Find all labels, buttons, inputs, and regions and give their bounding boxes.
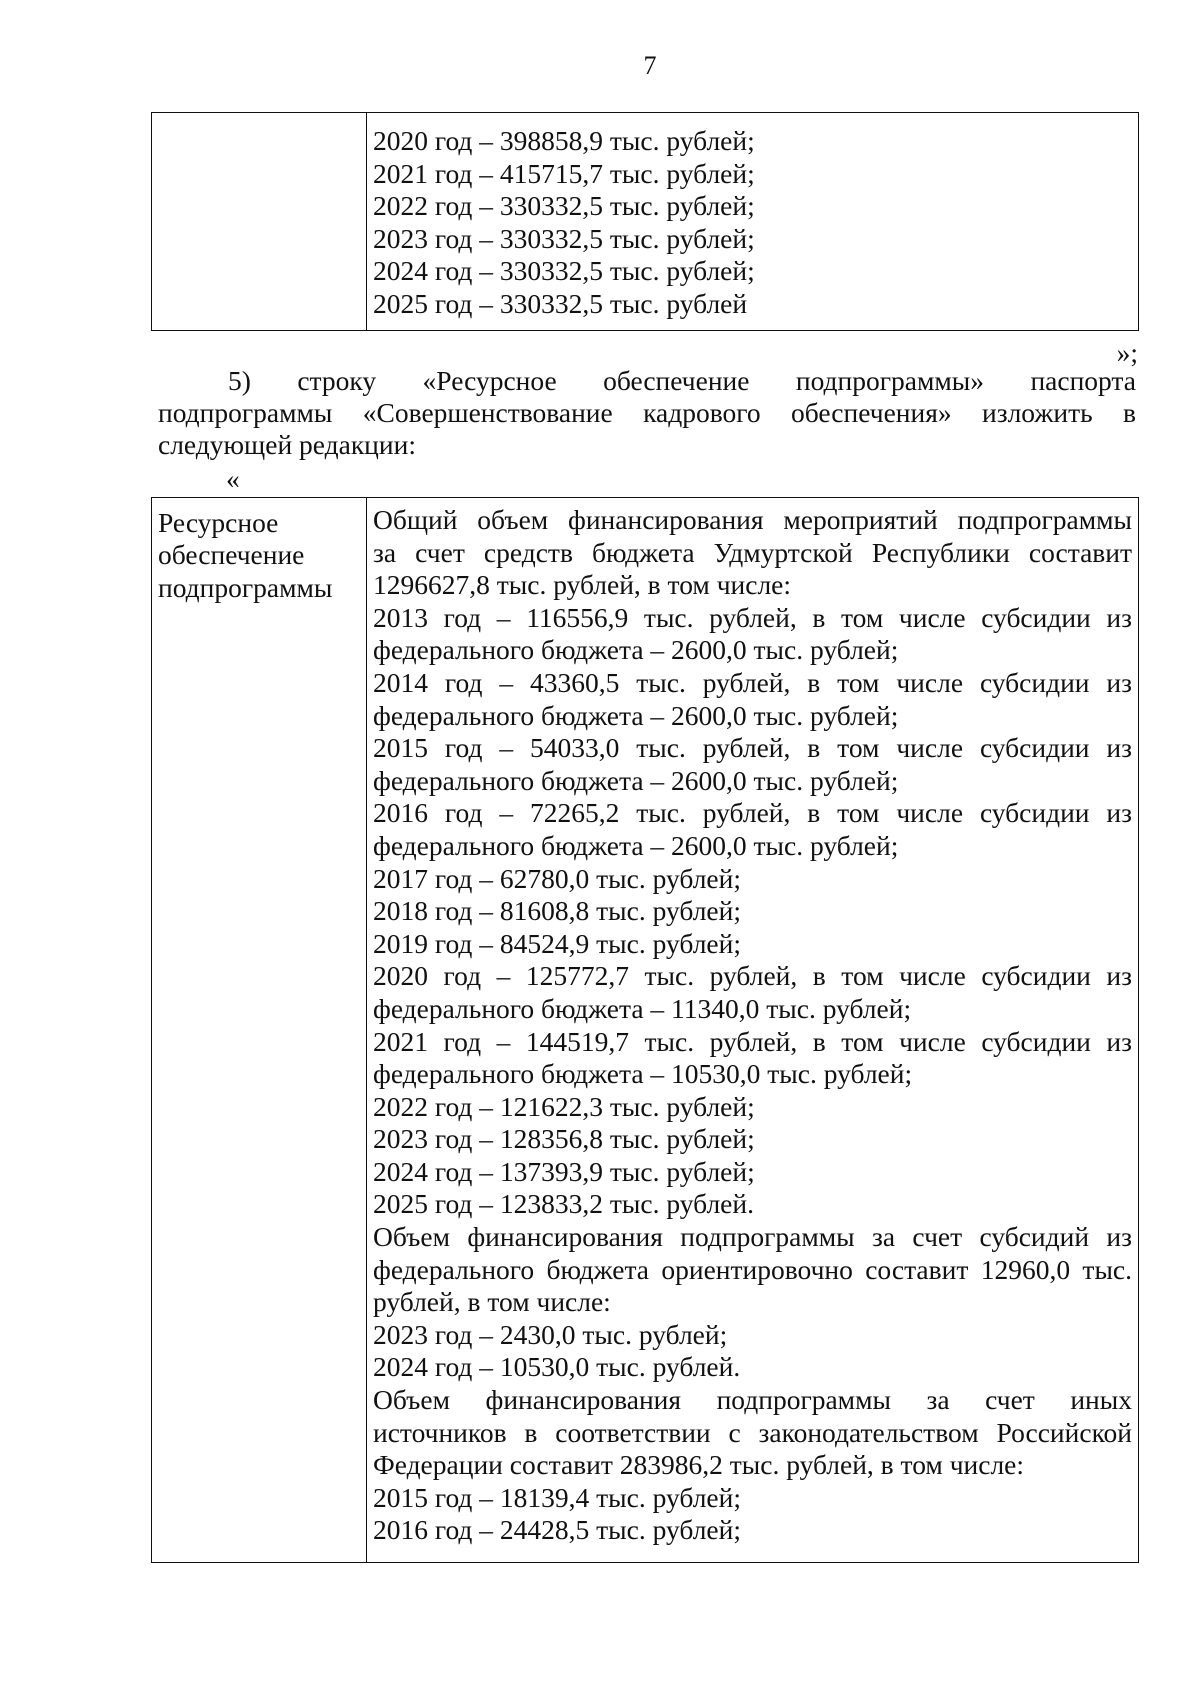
funding-line: 2021 год – 144519,7 тыс. рублей, в том числе субсидии из — [373, 1025, 1132, 1057]
paragraph-line: следующей редакции: — [158, 429, 416, 460]
opening-quote: « — [226, 463, 240, 494]
row-label-line: обеспечение — [158, 539, 305, 571]
funding-line: 2022 год – 121622,3 тыс. рублей; — [373, 1090, 755, 1122]
table-value-cell — [367, 498, 1138, 1562]
funding-line: за счет средств бюджета Удмуртской Республики составит — [373, 536, 1132, 568]
funding-line: 2019 год – 84524,9 тыс. рублей; — [373, 927, 741, 959]
funding-line: 2015 год – 18139,4 тыс. рублей; — [373, 1481, 741, 1513]
funding-line: федерального бюджета ориентировочно составит 12960,0 тыс. — [373, 1253, 1132, 1285]
funding-line: 2017 год – 62780,0 тыс. рублей; — [373, 862, 741, 894]
funding-line: 2024 год – 137393,9 тыс. рублей; — [373, 1155, 755, 1187]
funding-line: источников в соответствии с законодательством Российской — [373, 1416, 1132, 1448]
funding-line: 2013 год – 116556,9 тыс. рублей, в том числе субсидии из — [373, 601, 1132, 633]
funding-line: федерального бюджета – 2600,0 тыс. рублей; — [373, 764, 899, 796]
row-label-line: Ресурсное — [158, 507, 279, 538]
funding-line: 2023 год – 128356,8 тыс. рублей; — [373, 1123, 755, 1155]
funding-line: 2021 год – 415715,7 тыс. рублей; — [373, 157, 755, 189]
funding-line: 2016 год – 24428,5 тыс. рублей; — [373, 1514, 741, 1546]
funding-line: 2020 год – 125772,7 тыс. рублей, в том числе субсидии из — [373, 960, 1132, 992]
funding-line: 2020 год – 398858,9 тыс. рублей; — [373, 125, 755, 156]
funding-line: федерального бюджета – 10530,0 тыс. рублей; — [373, 1058, 913, 1090]
funding-line: 2023 год – 2430,0 тыс. рублей; — [373, 1318, 728, 1350]
paragraph-line: 5) строку «Ресурсное обеспечение подпрограммы» паспорта — [228, 365, 1136, 396]
funding-line: 2016 год – 72265,2 тыс. рублей, в том числе субсидии из — [373, 797, 1132, 829]
funding-line: 2014 год – 43360,5 тыс. рублей, в том числе субсидии из — [373, 666, 1132, 698]
closing-quote: »; — [1116, 337, 1138, 368]
paragraph-line: подпрограммы «Совершенствование кадрового обеспечения» изложить в — [158, 397, 1136, 428]
funding-line: Федерации составит 283986,2 тыс. рублей, в том числе: — [373, 1449, 1025, 1481]
funding-line: 2023 год – 330332,5 тыс. рублей; — [373, 222, 755, 254]
funding-line: рублей, в том числе: — [373, 1286, 611, 1318]
funding-line: 2024 год – 10530,0 тыс. рублей. — [373, 1351, 741, 1383]
funding-line: Общий объем финансирования мероприятий подпрограммы — [373, 504, 1132, 535]
funding-line: 2025 год – 123833,2 тыс. рублей. — [373, 1188, 754, 1220]
funding-line: 2022 год – 330332,5 тыс. рублей; — [373, 190, 755, 221]
funding-line: 2024 год – 330332,5 тыс. рублей; — [373, 255, 755, 286]
resource-provision-table — [151, 497, 1139, 1563]
funding-line: федерального бюджета – 2600,0 тыс. рублей; — [373, 634, 899, 666]
amendment-paragraph — [158, 365, 1136, 461]
table-label-cell-empty — [152, 113, 367, 330]
funding-line: 2015 год – 54033,0 тыс. рублей, в том числе субсидии из — [373, 732, 1132, 764]
funding-line: 1296627,8 тыс. рублей, в том числе: — [373, 569, 792, 601]
table-value-cell — [367, 113, 1138, 330]
funding-line: Объем финансирования подпрограммы за счет субсидий из — [373, 1221, 1132, 1253]
funding-table-continuation — [151, 112, 1139, 331]
table-label-cell — [152, 498, 367, 1562]
funding-line: 2025 год – 330332,5 тыс. рублей — [373, 287, 748, 319]
funding-line: 2018 год – 81608,8 тыс. рублей; — [373, 895, 741, 927]
funding-line: Объем финансирования подпрограммы за счет иных — [373, 1384, 1132, 1416]
funding-line: федерального бюджета – 2600,0 тыс. рублей; — [373, 829, 899, 861]
funding-line: федерального бюджета – 2600,0 тыс. рублей; — [373, 699, 899, 731]
funding-line: федерального бюджета – 11340,0 тыс. рублей; — [373, 992, 912, 1024]
row-label-line: подпрограммы — [158, 571, 333, 603]
page-number: 7 — [643, 51, 657, 80]
